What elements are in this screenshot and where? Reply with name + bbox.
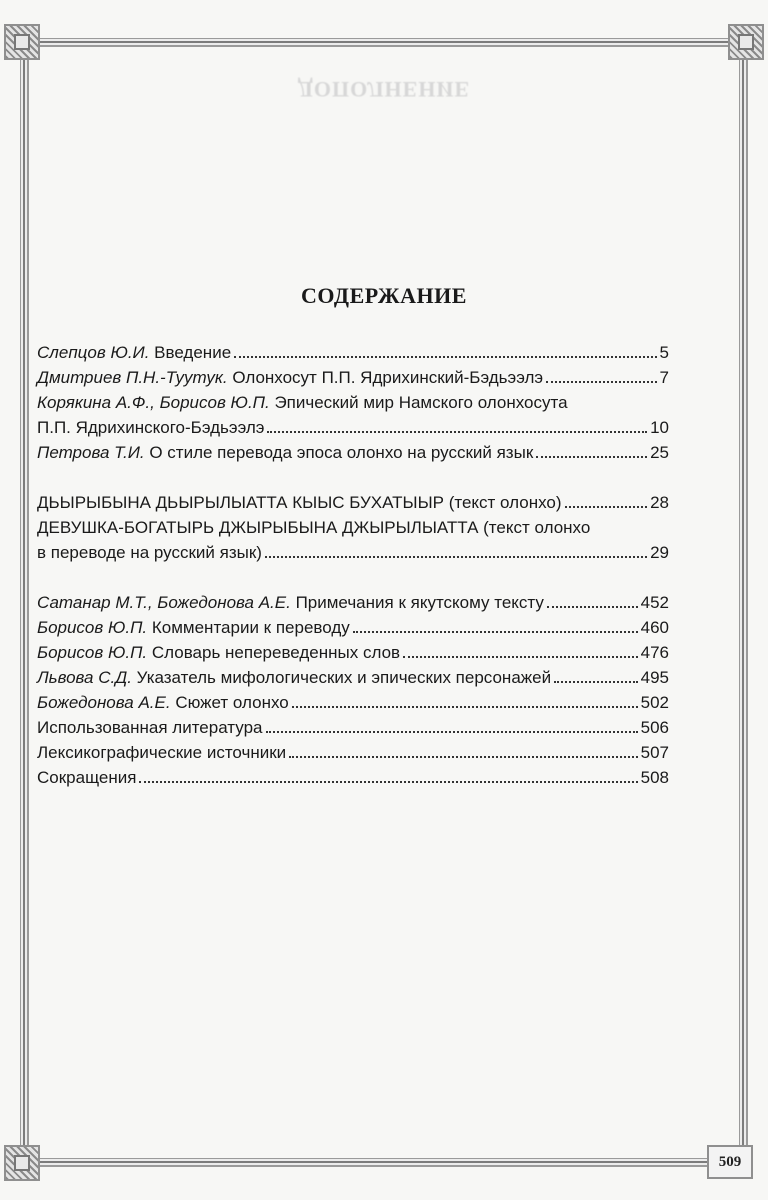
toc-entry — [37, 688, 669, 713]
leader-dots — [546, 381, 656, 383]
frame-right-border — [739, 44, 748, 1162]
bleed-through-header: ДОПОЛНЕНИЕ — [297, 77, 471, 102]
leader-dots — [554, 681, 638, 683]
toc-entry — [37, 763, 669, 788]
leader-dots — [267, 431, 647, 433]
frame-left-border — [20, 44, 29, 1162]
toc-title: Использованная литература — [37, 718, 263, 737]
toc-page: 28 — [650, 493, 669, 512]
toc-page: 476 — [640, 643, 669, 662]
toc-author: Дмитриев П.Н.-Туутук. — [37, 368, 228, 387]
toc-title: Олонхосут П.П. Ядрихинский-Бэдьээлэ — [232, 368, 544, 387]
toc-title: Эпический мир Намского олонхосута — [274, 393, 568, 412]
toc-page: 495 — [640, 668, 669, 687]
toc-entry — [37, 638, 669, 663]
page-title: СОДЕРЖАНИЕ — [301, 283, 467, 308]
toc-page: 452 — [640, 593, 669, 612]
toc-entry — [37, 388, 669, 413]
toc-title: Примечания к якутскому тексту — [295, 593, 544, 612]
toc-title: П.П. Ядрихинского-Бэдьээлэ — [37, 418, 265, 437]
toc-author: Сатанар М.Т., Божедонова А.Е. — [37, 593, 291, 612]
page-number: 509 — [707, 1145, 753, 1179]
toc-title: Комментарии к переводу — [151, 618, 350, 637]
toc-entry — [37, 738, 669, 763]
toc-title: Сокращения — [37, 768, 137, 787]
leader-dots — [353, 631, 638, 633]
table-of-contents — [37, 338, 669, 788]
leader-dots — [292, 706, 638, 708]
toc-entry — [37, 613, 669, 638]
ornament-corner-icon — [4, 1145, 40, 1181]
toc-entry-continuation — [37, 413, 669, 438]
toc-entry — [37, 713, 669, 738]
toc-author: Божедонова А.Е. — [37, 693, 171, 712]
leader-dots — [403, 656, 638, 658]
leader-dots — [289, 756, 637, 758]
toc-entry — [37, 438, 669, 463]
toc-page: 506 — [640, 718, 669, 737]
toc-title: Указатель мифологических и эпических персонажей — [136, 668, 552, 687]
toc-page: 5 — [659, 343, 669, 362]
leader-dots — [234, 356, 656, 358]
toc-page: 10 — [650, 418, 669, 437]
toc-author: Петрова Т.И. — [37, 443, 145, 462]
toc-page: 7 — [659, 368, 669, 387]
toc-author: Корякина А.Ф., Борисов Ю.П. — [37, 393, 270, 412]
toc-page: 508 — [640, 768, 669, 787]
toc-entry — [37, 513, 669, 538]
toc-entry — [37, 338, 669, 363]
toc-entry — [37, 663, 669, 688]
toc-page: 25 — [650, 443, 669, 462]
leader-dots — [547, 606, 638, 608]
leader-dots — [565, 506, 648, 508]
leader-dots — [536, 456, 647, 458]
toc-entry — [37, 363, 669, 388]
leader-dots — [139, 781, 637, 783]
toc-title: ДЬЫРЫБЫНА ДЬЫРЫЛЫАТТА КЫЫС БУХАТЫЫР (текст олонхо) — [37, 493, 562, 512]
ornament-corner-icon — [728, 24, 764, 60]
toc-title: Введение — [154, 343, 232, 362]
toc-title: Сюжет олонхо — [175, 693, 289, 712]
toc-title: Лексикографические источники — [37, 743, 287, 762]
toc-entry — [37, 588, 669, 613]
frame-bottom-border — [22, 1158, 746, 1167]
leader-dots — [265, 556, 647, 558]
toc-page: 507 — [640, 743, 669, 762]
toc-author: Борисов Ю.П. — [37, 618, 148, 637]
toc-page: 460 — [640, 618, 669, 637]
leader-dots — [266, 731, 638, 733]
toc-entry — [37, 488, 669, 513]
toc-author: Борисов Ю.П. — [37, 643, 148, 662]
toc-author: Слепцов Ю.И. — [37, 343, 150, 362]
toc-title: Словарь непереведенных слов — [151, 643, 401, 662]
toc-page: 502 — [640, 693, 669, 712]
toc-author: Львова С.Д. — [37, 668, 132, 687]
ornament-corner-icon — [4, 24, 40, 60]
toc-title: О стиле перевода эпоса олонхо на русский язык — [149, 443, 534, 462]
toc-entry-continuation — [37, 538, 669, 563]
toc-page: 29 — [650, 543, 669, 562]
frame-top-border — [22, 38, 746, 47]
toc-title: ДЕВУШКА-БОГАТЫРЬ ДЖЫРЫБЫНА ДЖЫРЫЛЫАТТА (текст олонхо — [37, 518, 591, 537]
toc-title: в переводе на русский язык) — [37, 543, 262, 562]
